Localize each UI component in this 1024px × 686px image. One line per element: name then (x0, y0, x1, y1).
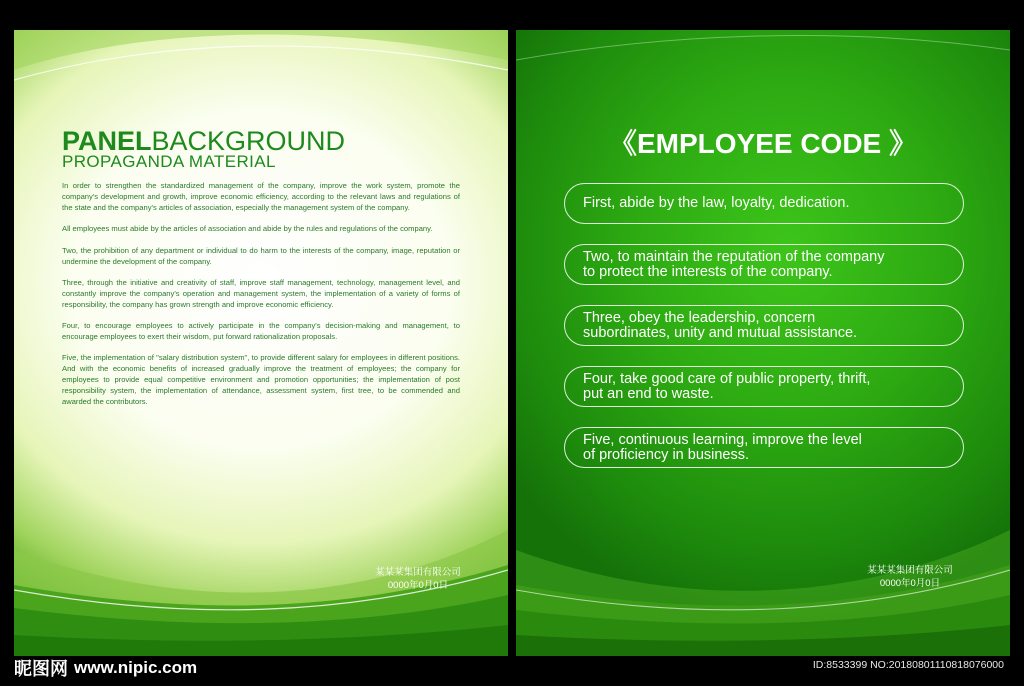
right-panel (516, 30, 1010, 656)
code-item-line2: to protect the interests of the company. (583, 263, 833, 280)
nipic-watermark (14, 656, 197, 680)
code-item-line1: First, abide by the law, loyalty, dedication. (583, 195, 850, 211)
code-item-text (583, 250, 884, 280)
company-date: 0000年0月0日 (879, 578, 941, 589)
code-item-text (583, 196, 850, 211)
company-date: 0000年0月0日 (387, 580, 449, 591)
code-item-text (583, 311, 857, 341)
left-footer (348, 566, 488, 592)
code-item-1 (564, 183, 964, 224)
paragraph-2: All employees must abide by the articles of association and abide by the rules and regulations of the company. (62, 224, 433, 234)
code-item-line2: of proficiency in business. (583, 446, 750, 463)
code-item-text (583, 372, 870, 402)
left-panel (14, 30, 508, 656)
code-item-2 (564, 244, 964, 285)
panel-subtitle: PROPAGANDA MATERIAL (62, 152, 276, 171)
company-name: 某某某集团有限公司 (375, 567, 461, 578)
panel-title-bold: PANEL (62, 126, 152, 156)
employee-code-title: 《EMPLOYEE CODE 》 (608, 128, 918, 159)
code-item-line1: Three, obey the leadership, concern (583, 309, 816, 326)
body-text (62, 181, 460, 419)
code-item-4 (564, 366, 964, 407)
right-footer (840, 564, 980, 590)
code-item-3 (564, 305, 964, 346)
company-name: 某某某集团有限公司 (867, 565, 953, 576)
nipic-site-link[interactable]: www.nipic.com (74, 658, 198, 677)
code-item-text (583, 433, 862, 463)
code-item-line1: Two, to maintain the reputation of the company (583, 248, 885, 265)
code-item-line1: Five, continuous learning, improve the level (583, 431, 862, 448)
paragraph-6: Five, the implementation of "salary distribution system", to provide different salary for employees in different positions. And with the economic benefits of increased gradually improve the treatment of employees; the company for employees to provide equal competitive environment and promotion opportunities; the implementation of post responsibility system, the implementation of attendance, assessment system, first tree, to be commended and awarded the contributors. (62, 353, 460, 407)
nipic-logo: 昵图网 (14, 659, 68, 679)
code-item-line1: Four, take good care of public property, thrift, (583, 370, 871, 387)
code-item-line2: put an end to waste. (583, 385, 714, 402)
code-item-line2: subordinates, unity and mutual assistance. (583, 324, 858, 341)
paragraph-4: Three, through the initiative and creativity of staff, improve staff management, technology, management level, and constantly improve the company's operation and management system, the implementation of a variety of forms of responsibility, the company has grown strength and improve economic efficiency. (62, 277, 460, 309)
panel-title-regular: BACKGROUND (151, 126, 346, 156)
image-id-text: ID:8533399 NO:20180801110818076000 (812, 659, 1004, 671)
paragraph-1: In order to strengthen the standardized management of the company, improve the work system, promote the company's development and growth, improve economic efficiency, according to the relevant laws and regulations of the state and the company's articles of association, especially the management system of the company. (62, 181, 460, 212)
code-item-5 (564, 427, 964, 468)
paragraph-5: Four, to encourage employees to actively participate in the company's decision-making and management, to encourage employees to exert their wisdom, put forward rationalization proposals. (62, 321, 460, 342)
paragraph-3: Two, the prohibition of any department or individual to do harm to the interests of the company, image, reputation or undermine the development of the company. (62, 245, 460, 266)
